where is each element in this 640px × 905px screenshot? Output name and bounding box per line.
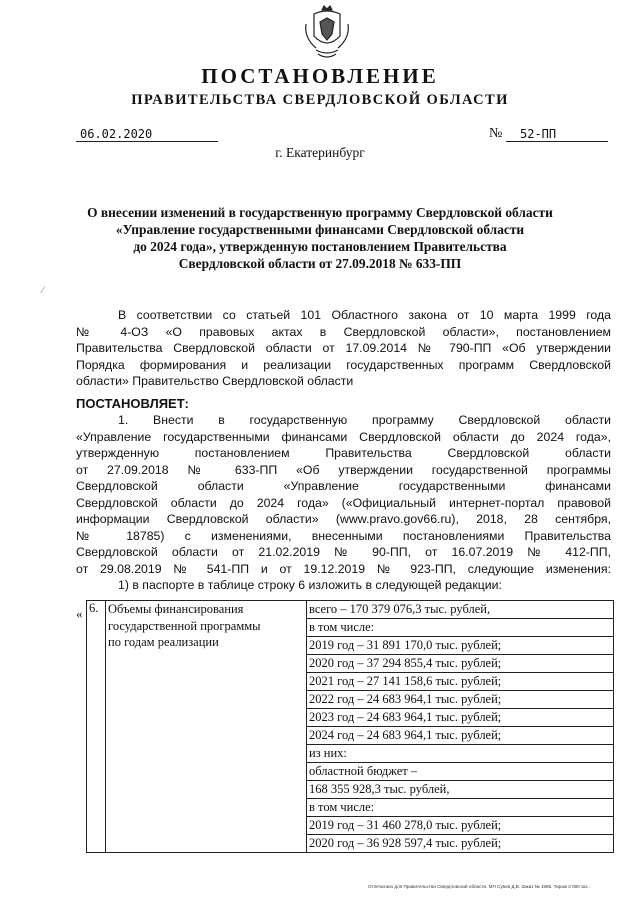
value-line: 2023 год – 24 683 964,1 тыс. рублей; — [307, 709, 613, 727]
value-line: 2020 год – 36 928 597,4 тыс. рублей; — [309, 836, 502, 850]
decree-heading: ПОСТАНОВЛЯЕТ: — [76, 396, 189, 411]
item-line: информации Свердловской области» (www.pravo.gov66.ru), 2018, 28 сентября, — [76, 512, 611, 526]
value-line: 168 355 928,3 тыс. рублей, — [307, 781, 613, 799]
value-line: всего – 170 379 076,3 тыс. рублей, — [307, 601, 613, 619]
value-line: 2019 год – 31 891 170,0 тыс. рублей; — [307, 637, 613, 655]
page-title: ПОСТАНОВЛЕНИЕ — [201, 64, 439, 88]
coat-of-arms-emblem — [302, 4, 352, 64]
value-line: в том числе: — [307, 799, 613, 817]
value-line: 2020 год – 37 294 855,4 тыс. рублей; — [307, 655, 613, 673]
preamble-line: Порядка формирования и реализации государственных программ Свердловской — [76, 357, 611, 372]
passport-table — [86, 600, 614, 853]
table-row — [87, 601, 614, 853]
value-line: областной бюджет – — [307, 763, 613, 781]
sub-item-line: 1) в паспорте в таблице строку 6 изложить в следующей редакции: — [118, 578, 502, 592]
document-date: 06.02.2020 — [76, 127, 218, 142]
title-line: Свердловской области от 27.09.2018 № 633-ПП — [178, 256, 462, 271]
item-line: № 18785) с изменениями, внесенными постановлениями Правительства — [76, 528, 611, 543]
name-line: Объемы финансирования — [108, 602, 244, 616]
item-line: 1. Внести в государственную программу Свердловской области — [118, 413, 611, 427]
quote-open: « — [76, 606, 83, 621]
item-line: от 29.08.2019 № 541-ПП и от 19.12.2019 № 923-ПП, следующие изменения: — [76, 561, 611, 576]
preamble-line: области» Правительство Свердловской области — [76, 374, 354, 388]
value-line: из них: — [307, 745, 613, 763]
print-footer: Отпечатано для Правительства Свердловской области. МП Сувов Д.В. Заказ № 1965. Тираж 2 000 экз. — [368, 884, 589, 889]
preamble-line: Правительства Свердловской области от 17.09.2014 № 790-ПП «Об утверждении — [76, 341, 611, 355]
issuer-subtitle: ПРАВИТЕЛЬСТВА СВЕРДЛОВСКОЙ ОБЛАСТИ — [131, 92, 509, 108]
item-line: утвержденную постановлением Правительства Свердловской области — [76, 446, 611, 460]
item-1 — [76, 412, 611, 594]
margin-mark: ⁄ — [42, 285, 44, 295]
title-line: «Управление государственными финансами Свердловской области — [115, 222, 525, 237]
item-line: «Управление государственными финансами Свердловской области до 2024 года», — [76, 429, 611, 444]
name-line: по годам реализации — [108, 635, 219, 649]
row-name — [106, 601, 307, 853]
value-line: 2022 год – 24 683 964,1 тыс. рублей; — [307, 691, 613, 709]
value-line: 2019 год – 31 460 278,0 тыс. рублей; — [307, 817, 613, 835]
preamble — [76, 307, 611, 390]
item-line: Свердловской области от 21.02.2019 № 90-ПП, от 16.07.2019 № 412-ПП, — [76, 545, 611, 559]
document-number: 52-ПП — [506, 127, 608, 142]
item-line: от 27.09.2018 № 633-ПП «Об утверждении государственной программы — [76, 462, 611, 477]
value-line: 2021 год – 27 141 158,6 тыс. рублей; — [307, 673, 613, 691]
item-line: Свердловской области «Управление государственными финансами — [76, 479, 611, 493]
row-values — [307, 601, 614, 853]
item-line: Свердловской области до 2024 года» («Официальный интернет-портал правовой — [76, 495, 611, 510]
row-number: 6. — [87, 601, 106, 853]
preamble-line: В соответствии со статьей 101 Областного закона от 10 марта 1999 года — [118, 308, 611, 322]
city: г. Екатеринбург — [275, 145, 365, 160]
number-label: № — [489, 126, 503, 141]
title-line: О внесении изменений в государственную программу Свердловской области — [87, 205, 553, 220]
preamble-line: № 4-ОЗ «О правовых актах в Свердловской области», постановлением — [76, 324, 611, 339]
document-title — [72, 204, 568, 272]
value-line: 2024 год – 24 683 964,1 тыс. рублей; — [307, 727, 613, 745]
name-line: государственной программы — [108, 618, 261, 633]
value-line: в том числе: — [307, 619, 613, 637]
title-line: до 2024 года», утвержденную постановлением Правительства — [133, 239, 507, 254]
